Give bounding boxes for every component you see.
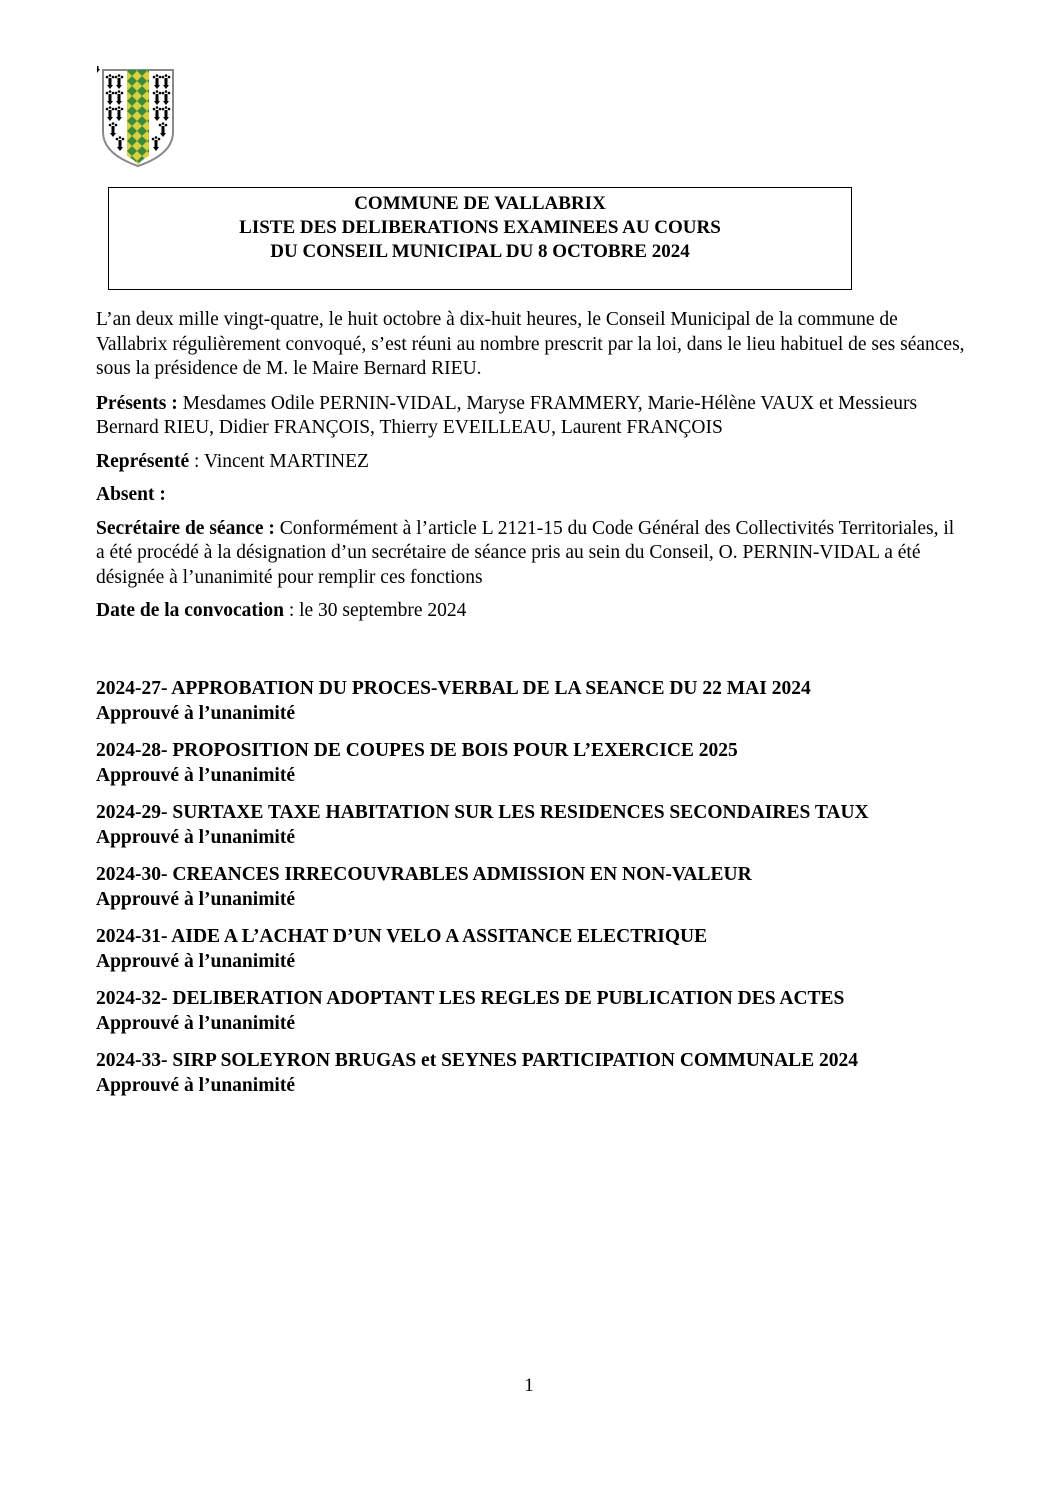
meeting-details <box>96 308 966 624</box>
coat-of-arms-icon <box>97 66 179 169</box>
title-line-1: COMMUNE DE VALLABRIX <box>354 193 606 214</box>
list-item <box>96 676 976 726</box>
deliberation-status: Approuvé à l’unanimité <box>96 889 295 910</box>
deliberation-status: Approuvé à l’unanimité <box>96 765 295 786</box>
deliberation-title: 2024-30- CREANCES IRRECOUVRABLES ADMISSION EN NON-VALEUR <box>96 864 752 885</box>
secretaire-text: Conformément à l’article L 2121-15 du Code Général des Collectivités Territoriales, il a été procédé à la désignation d’un secrétaire de séance pris au sein du Conseil, O. PERNIN-VIDAL a été désignée à l’unanimité pour remplir ces fonctions <box>96 517 955 588</box>
secretaire-paragraph <box>96 517 966 591</box>
deliberation-title: 2024-28- PROPOSITION DE COUPES DE BOIS POUR L’EXERCICE 2025 <box>96 740 738 761</box>
list-item <box>96 800 976 850</box>
list-item <box>96 738 976 788</box>
presents-paragraph <box>96 392 966 441</box>
represente-paragraph <box>96 450 966 475</box>
convocation-text: : le 30 septembre 2024 <box>283 600 467 621</box>
deliberation-title: 2024-29- SURTAXE TAXE HABITATION SUR LES RESIDENCES SECONDAIRES TAUX <box>96 802 869 823</box>
deliberation-title: 2024-33- SIRP SOLEYRON BRUGAS et SEYNES PARTICIPATION COMMUNALE 2024 <box>96 1050 859 1071</box>
absent-paragraph <box>96 483 966 508</box>
list-item <box>96 862 976 912</box>
intro-paragraph: L’an deux mille vingt-quatre, le huit octobre à dix-huit heures, le Conseil Municipal de la commune de Vallabrix régulièrement convoqué, s’est réuni au nombre prescrit par la loi, dans le lieu habituel de ses séances, sous la présidence de M. le Maire Bernard RIEU. <box>96 309 965 379</box>
deliberation-title: 2024-27- APPROBATION DU PROCES-VERBAL DE LA SEANCE DU 22 MAI 2024 <box>96 678 811 699</box>
deliberation-status: Approuvé à l’unanimité <box>96 1075 295 1096</box>
presents-text: Mesdames Odile PERNIN-VIDAL, Maryse FRAMMERY, Marie-Hélène VAUX et Messieurs Bernard RIEU, Didier FRANÇOIS, Thierry EVEILLEAU, Laurent FRANÇOIS <box>96 392 918 438</box>
deliberation-status: Approuvé à l’unanimité <box>96 951 295 972</box>
secretaire-label: Secrétaire de séance : <box>96 517 275 539</box>
deliberation-title: 2024-31- AIDE A L’ACHAT D’UN VELO A ASSITANCE ELECTRIQUE <box>96 926 708 947</box>
deliberation-title: 2024-32- DELIBERATION ADOPTANT LES REGLES DE PUBLICATION DES ACTES <box>96 988 845 1009</box>
page-number: 1 <box>524 1375 534 1396</box>
title-line-2: LISTE DES DELIBERATIONS EXAMINEES AU COURS <box>239 217 721 238</box>
title-line-3: DU CONSEIL MUNICIPAL DU 8 OCTOBRE 2024 <box>270 241 690 262</box>
deliberation-status: Approuvé à l’unanimité <box>96 827 295 848</box>
deliberation-status: Approuvé à l’unanimité <box>96 703 295 724</box>
document-title-box <box>108 187 852 290</box>
absent-label: Absent : <box>96 484 166 505</box>
deliberations-list <box>96 676 976 1110</box>
presents-label: Présents : <box>96 392 178 414</box>
represente-label: Représenté <box>96 450 190 472</box>
convocation-label: Date de la convocation <box>96 600 284 621</box>
convocation-paragraph <box>96 599 966 624</box>
list-item <box>96 1048 976 1098</box>
represente-text: : Vincent MARTINEZ <box>189 450 369 472</box>
list-item <box>96 924 976 974</box>
deliberation-status: Approuvé à l’unanimité <box>96 1013 295 1034</box>
list-item <box>96 986 976 1036</box>
